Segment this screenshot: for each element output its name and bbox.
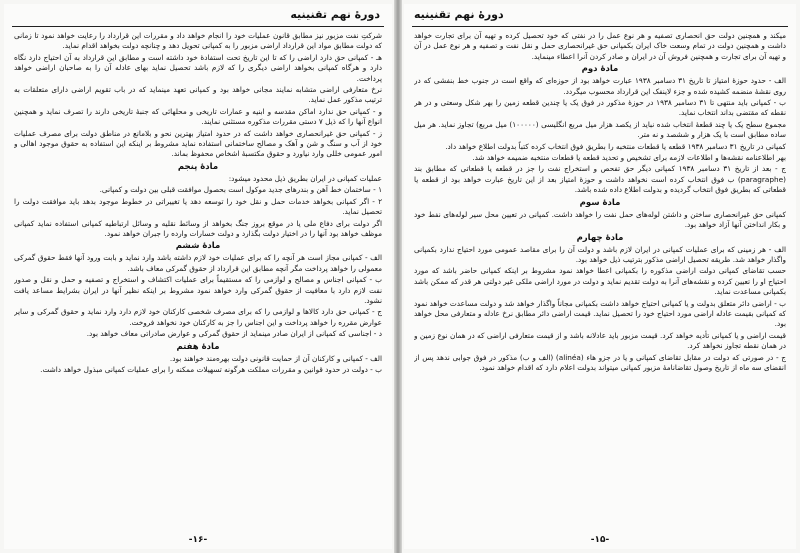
paragraph: ب - کمپانی اجناس و مصالح و لوازمی را که مستقیماً برای عملیات اکتشاف و استخراج و تصفیه و حمل و نقل و صدور نفت لازم دارد با معافیت از حقوق گمرکی وارد خواهد نمود مشروط بر اینکه نظیر آنها در ایران بشرایط مساعد یافت نشود. bbox=[14, 275, 382, 305]
article-heading: مادهٔ چهارم bbox=[576, 232, 624, 243]
paragraph: مجموع سطح یک یا چند قطعهٔ انتخاب شده نباید از یکصد هزار میل مربع انگلیسی (۱۰۰۰۰۰) میل مربع) تجاوز نماید. هر میل ساده مطابق است با یک هزار و ششصد و نه متر. bbox=[414, 119, 786, 140]
paragraph: قیمت اراضی و یا کمپانی تأدیه خواهد کرد. قیمت مزبور باید عادلانه باشد و از قیمت متعارفی اراضی که در همان نوع زمین و در همان نقطه تجاوز نخواهد کرد. bbox=[414, 330, 786, 351]
paragraph: د - اجناسی که کمپانی از ایران صادر مینماید از حقوق گمرکی و عوارض صادراتی معاف خواهد بود. bbox=[86, 329, 382, 339]
paragraph: کمپانی در تاریخ ۳۱ دسامبر ۱۹۳۸ قطعه یا قطعات منتخبه را بطریق فوق انتخاب کرده کتباً بدولت اطلاع خواهد داد. bbox=[445, 141, 786, 151]
running-header: دورهٔ نهم تقنینیه bbox=[290, 8, 380, 21]
paragraph: ز - کمپانی حق غیرانحصاری خواهد داشت که در حدود امتیاز بهترین نحو و بلامانع در مناطق دولت برای مصرف عملیات خود از آب و سنگ و شن و آهک و مصالح ساختمانی استفاده نماید مشروط بر اینکه این استفاده به حقوق موجود اهالی و امور عمومی خللی وارد نیاورد و حقوق مکتسبهٔ اشخاص محفوظ بماند. bbox=[14, 128, 382, 159]
paragraph: و - کمپانی حق ندارد اماکن مقدسه و ابنیه و عمارات تاریخی و محلهائی که جنبهٔ تاریخی دارند را تصرف نماید و همچنین انواع آنها را که ذیل ۷ دستی مقررات مذکوره مستثنی نمایند. bbox=[14, 106, 382, 127]
article-heading: مادهٔ دوم bbox=[581, 64, 619, 75]
paragraph: ج - بعد از تاریخ ۳۱ دسامبر ۱۹۳۸ کمپانی دیگر حق تفحص و استخراج نفت را جز در قطعه یا قطعاتی که مطابق بند (paragraphe) ب فوق انتخاب کرده است نخواهد داشت و حوزهٔ امتیاز بعد از این تاریخ عبارت خواهد بود از قطعه یا قطعاتی که بطریق فوق انتخاب گردیده و بدولت اطلاع داده شده باشد. bbox=[414, 164, 786, 195]
left-page bbox=[4, 4, 392, 549]
paragraph: اگر دولت برای دفاع ملی یا در موقع بروز جنگ بخواهد از وسائط نقلیه و وسائل ارتباطیه کمپانی استفاده نماید کمپانی موظف خواهد بود آنها را در اختیار دولت بگذارد و دولت خسارات وارده را جبران خواهد نمود. bbox=[14, 218, 382, 238]
paragraph: کمپانی حق غیرانحصاری ساختن و داشتن لوله‌های حمل نفت را خواهد داشت. کمپانی در تعیین محل سیر لوله‌های نفط خود و بکار انداختن آنها آزاد خواهد بود. bbox=[414, 209, 786, 230]
paragraph: شرکتِ نفت مزبور نیز مطابق قانون عملیات خود را انجام خواهد داد و مقررات این قرارداد را رعایت خواهد نمود تا زمانی که دولت مطابق مواد این قرارداد اراضی مزبور را به کمپانی تحویل دهد و چنانچه دولت بخواهد اقدام نماید. bbox=[14, 31, 382, 51]
paragraph: ۱ - ساختمان خط آهن و بندرهای جدید موکول است بحصول موافقت قبلی بین دولت و کمپانی. bbox=[99, 185, 382, 195]
paragraph: الف - کمپانی و کارکنان آن از حمایت قانونی دولت بهره‌مند خواهند بود. bbox=[169, 353, 382, 363]
paragraph: الف - هر زمینی که برای عملیات کمپانی در ایران لازم باشد و دولت آن را برای مقاصد عمومی مورد احتیاج ندارد بکمپانی واگذار خواهد شد. طریقه تحصیل اراضی مذکور بترتیب ذیل خواهد بود. bbox=[414, 244, 786, 264]
paragraph: میکند و همچنین دولت حق انحصاری تصفیه و هر نوع عمل را در نفتی که خود تحصیل کرده و تهیه آن برای تجارت خواهد داشت و همچنین دولت در تمام وسعت خاک ایران بکمپانی حق غیرانحصاری حمل و نقل نفت و تصفیه و هر نوع عمل در آن و تهیه آن برای تجارت و همچنین فروش آن در ایران و صادر کردن آنرا اعطاء مینماید. bbox=[414, 31, 786, 61]
article-heading: مادهٔ پنجم bbox=[177, 161, 219, 172]
right-page bbox=[404, 4, 796, 549]
paragraph: ج - کمپانی حق دارد کالاها و لوازمی را که برای مصرف شخصی کارکنان خود لازم دارد وارد نماید و حقوق گمرکی و سایر عوارض مقرره را خواهد پرداخت و این اجناس را جز به کارکنان خود نخواهد فروخت. bbox=[14, 307, 382, 327]
paragraph: ب - اراضی دائر متعلق بدولت و یا کمپانی احتیاج خواهد داشت بکمپانی مجاناً واگذار خواهد شد و دولت مساعدت خواهد نمود که کمپانی بقیمت عادله اراضی مورد احتیاج خود را تحصیل نماید. قیمت اراضی دائر مطابق نرخ عادله و متعارفی محل خواهد بود. bbox=[414, 298, 786, 329]
article-heading: مادهٔ هفتم bbox=[176, 341, 220, 352]
paragraph: حسب تقاضای کمپانی دولت اراضی مذکوره را بکمپانی اعطا خواهد نمود مشروط بر اینکه کمپانی حاضر باشد که مورد احتیاج او را تعیین کرده و نقشه‌های آنرا به دولت تقدیم نماید و دولت در مورد اراضی ملکی غیر دولتی هر قدر که ممکن باشد بکمپانی مساعدت نماید. bbox=[414, 266, 786, 297]
header-rule bbox=[412, 26, 788, 27]
paragraph: هـ - کمپانی حق دارد اراضی را که تا این تاریخ تحت استفادهٔ خود داشته است و مطابق این قرارداد به آن احتیاج دارد نگاه دارد و هرگاه کمپانی بخواهد اراضی دیگری را که لازم باشد تحصیل نماید بهای عادله آن را به صاحبان اراضی خواهد پرداخت. bbox=[14, 52, 382, 83]
paragraph: الف - حدود حوزهٔ امتیاز تا تاریخ ۳۱ دسامبر ۱۹۳۸ عبارت خواهد بود از حوزه‌ای که واقع است در جنوب خط بنفشی که در روی نقشهٔ منضمه کشیده شده و جزء لاینفک این قرارداد محسوب میگردد. bbox=[414, 76, 786, 96]
paragraph: ۲ - اگر کمپانی بخواهد خدمات حمل و نقل خود را توسعه دهد یا تغییراتی در خطوط موجود بدهد باید موافقت دولت را تحصیل نماید. bbox=[14, 196, 382, 217]
article-heading: مادهٔ سوم bbox=[579, 197, 621, 208]
page-number: -۱۵- bbox=[590, 535, 610, 545]
paragraph: بهر اطلاعنامه نقشه‌ها و اطلاعات لازمه برای تشخیص و تحدید قطعه یا قطعات منتخبه ضمیمه خواهد شد. bbox=[472, 153, 786, 163]
paragraph: الف - کمپانی مجاز است هر آنچه را که برای عملیات خود لازم داشته باشد وارد نماید و بابت ورود آنها فقط حقوق گمرکی معمولی را خواهد پرداخت مگر آنچه مطابق این قرارداد از حقوق گمرکی معاف باشد. bbox=[14, 253, 382, 273]
book-gutter bbox=[394, 0, 402, 553]
header-rule bbox=[12, 26, 384, 27]
running-header: دورهٔ نهم تقنینیه bbox=[414, 8, 504, 21]
paragraph: ج - در صورتی که دولت در مقابل تقاضای کمپانی و یا در جزو هاء (alinéa) (الف و ب) مذکور در فوق جوابی ندهد پس از انقضای سه ماه از تاریخ وصول تقاضانامهٔ مزبور کمپانی میتواند بدولت اعلام دارد که اقدام خواهد نمود. bbox=[414, 352, 786, 372]
paragraph: ب - دولت در حدود قوانین و مقررات مملکت هرگونه تسهیلات ممکنه را برای عملیات کمپانی مبذول خواهد داشت. bbox=[40, 364, 382, 374]
page-body bbox=[14, 31, 382, 521]
article-heading: مادهٔ ششم bbox=[175, 241, 221, 252]
page-number: -۱۶- bbox=[188, 535, 208, 545]
page-body bbox=[414, 31, 786, 531]
paragraph: نرخ متعارفی اراضی متشابه نمایند مجانی خواهد بود و کمپانی تعهد مینماید که در باب تقویم اراضی دارای متعلقات به ترتیب مذکور عمل نماید. bbox=[14, 85, 382, 105]
paragraph: ب - کمپانی باید منتهی تا ۳۱ دسامبر ۱۹۳۸ در حوزهٔ مذکور در فوق یک یا چندین قطعه زمین را بهر شکل وسعتی و در هر نقطه که مقتضی بداند انتخاب نماید. bbox=[414, 98, 786, 118]
paragraph: عملیات کمپانی در ایران بطریق ذیل محدود میشود: bbox=[228, 173, 382, 183]
